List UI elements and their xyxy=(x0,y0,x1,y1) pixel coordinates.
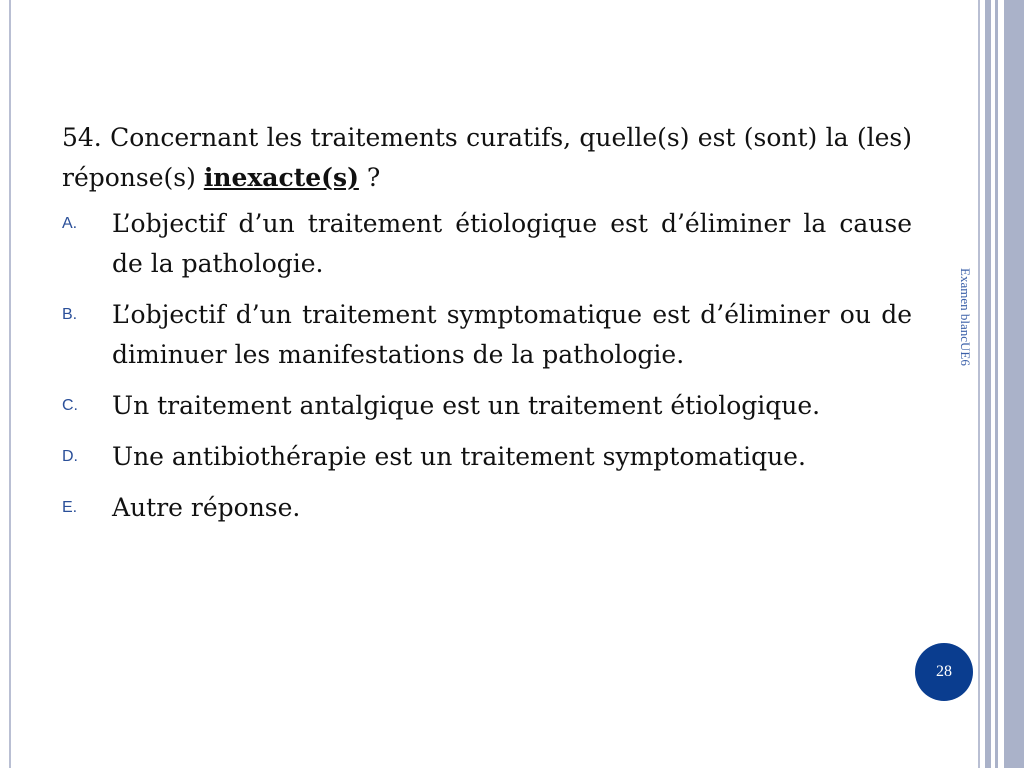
answer-options-list xyxy=(62,204,912,528)
answer-option-c xyxy=(62,386,912,426)
question-text-after: ? xyxy=(358,163,381,192)
option-marker: D. xyxy=(62,448,78,465)
side-footer-label: Examen blancUE6 xyxy=(958,268,973,366)
answer-option-a xyxy=(62,204,912,284)
question-text-before: 54. Concernant les traitements curatifs, quelle(s) est (sont) la (les) réponse(s) xyxy=(62,123,912,192)
answer-option-d xyxy=(62,437,912,477)
question-text xyxy=(62,118,912,198)
answer-option-b xyxy=(62,295,912,375)
question-emphasis: inexacte(s) xyxy=(203,163,359,192)
option-marker: C. xyxy=(62,397,78,414)
slide-content xyxy=(62,118,912,539)
right-stripe-2 xyxy=(985,0,991,768)
option-text: L’objectif d’un traitement symptomatique est d’éliminer ou de diminuer les manifestations de la pathologie. xyxy=(112,300,912,369)
option-marker: B. xyxy=(62,306,78,323)
option-text: Une antibiothérapie est un traitement symptomatique. xyxy=(112,442,806,471)
page-number-badge: 28 xyxy=(915,643,973,701)
option-text: Un traitement antalgique est un traitement étiologique. xyxy=(112,391,821,420)
option-marker: A. xyxy=(62,215,78,232)
answer-option-e xyxy=(62,488,912,528)
right-stripe-4 xyxy=(1004,0,1024,768)
option-text: Autre réponse. xyxy=(112,493,301,522)
right-stripe-3 xyxy=(995,0,998,768)
left-border-line xyxy=(9,0,11,768)
right-stripe-1 xyxy=(978,0,980,768)
option-marker: E. xyxy=(62,499,78,516)
option-text: L’objectif d’un traitement étiologique est d’éliminer la cause de la pathologie. xyxy=(112,209,912,278)
